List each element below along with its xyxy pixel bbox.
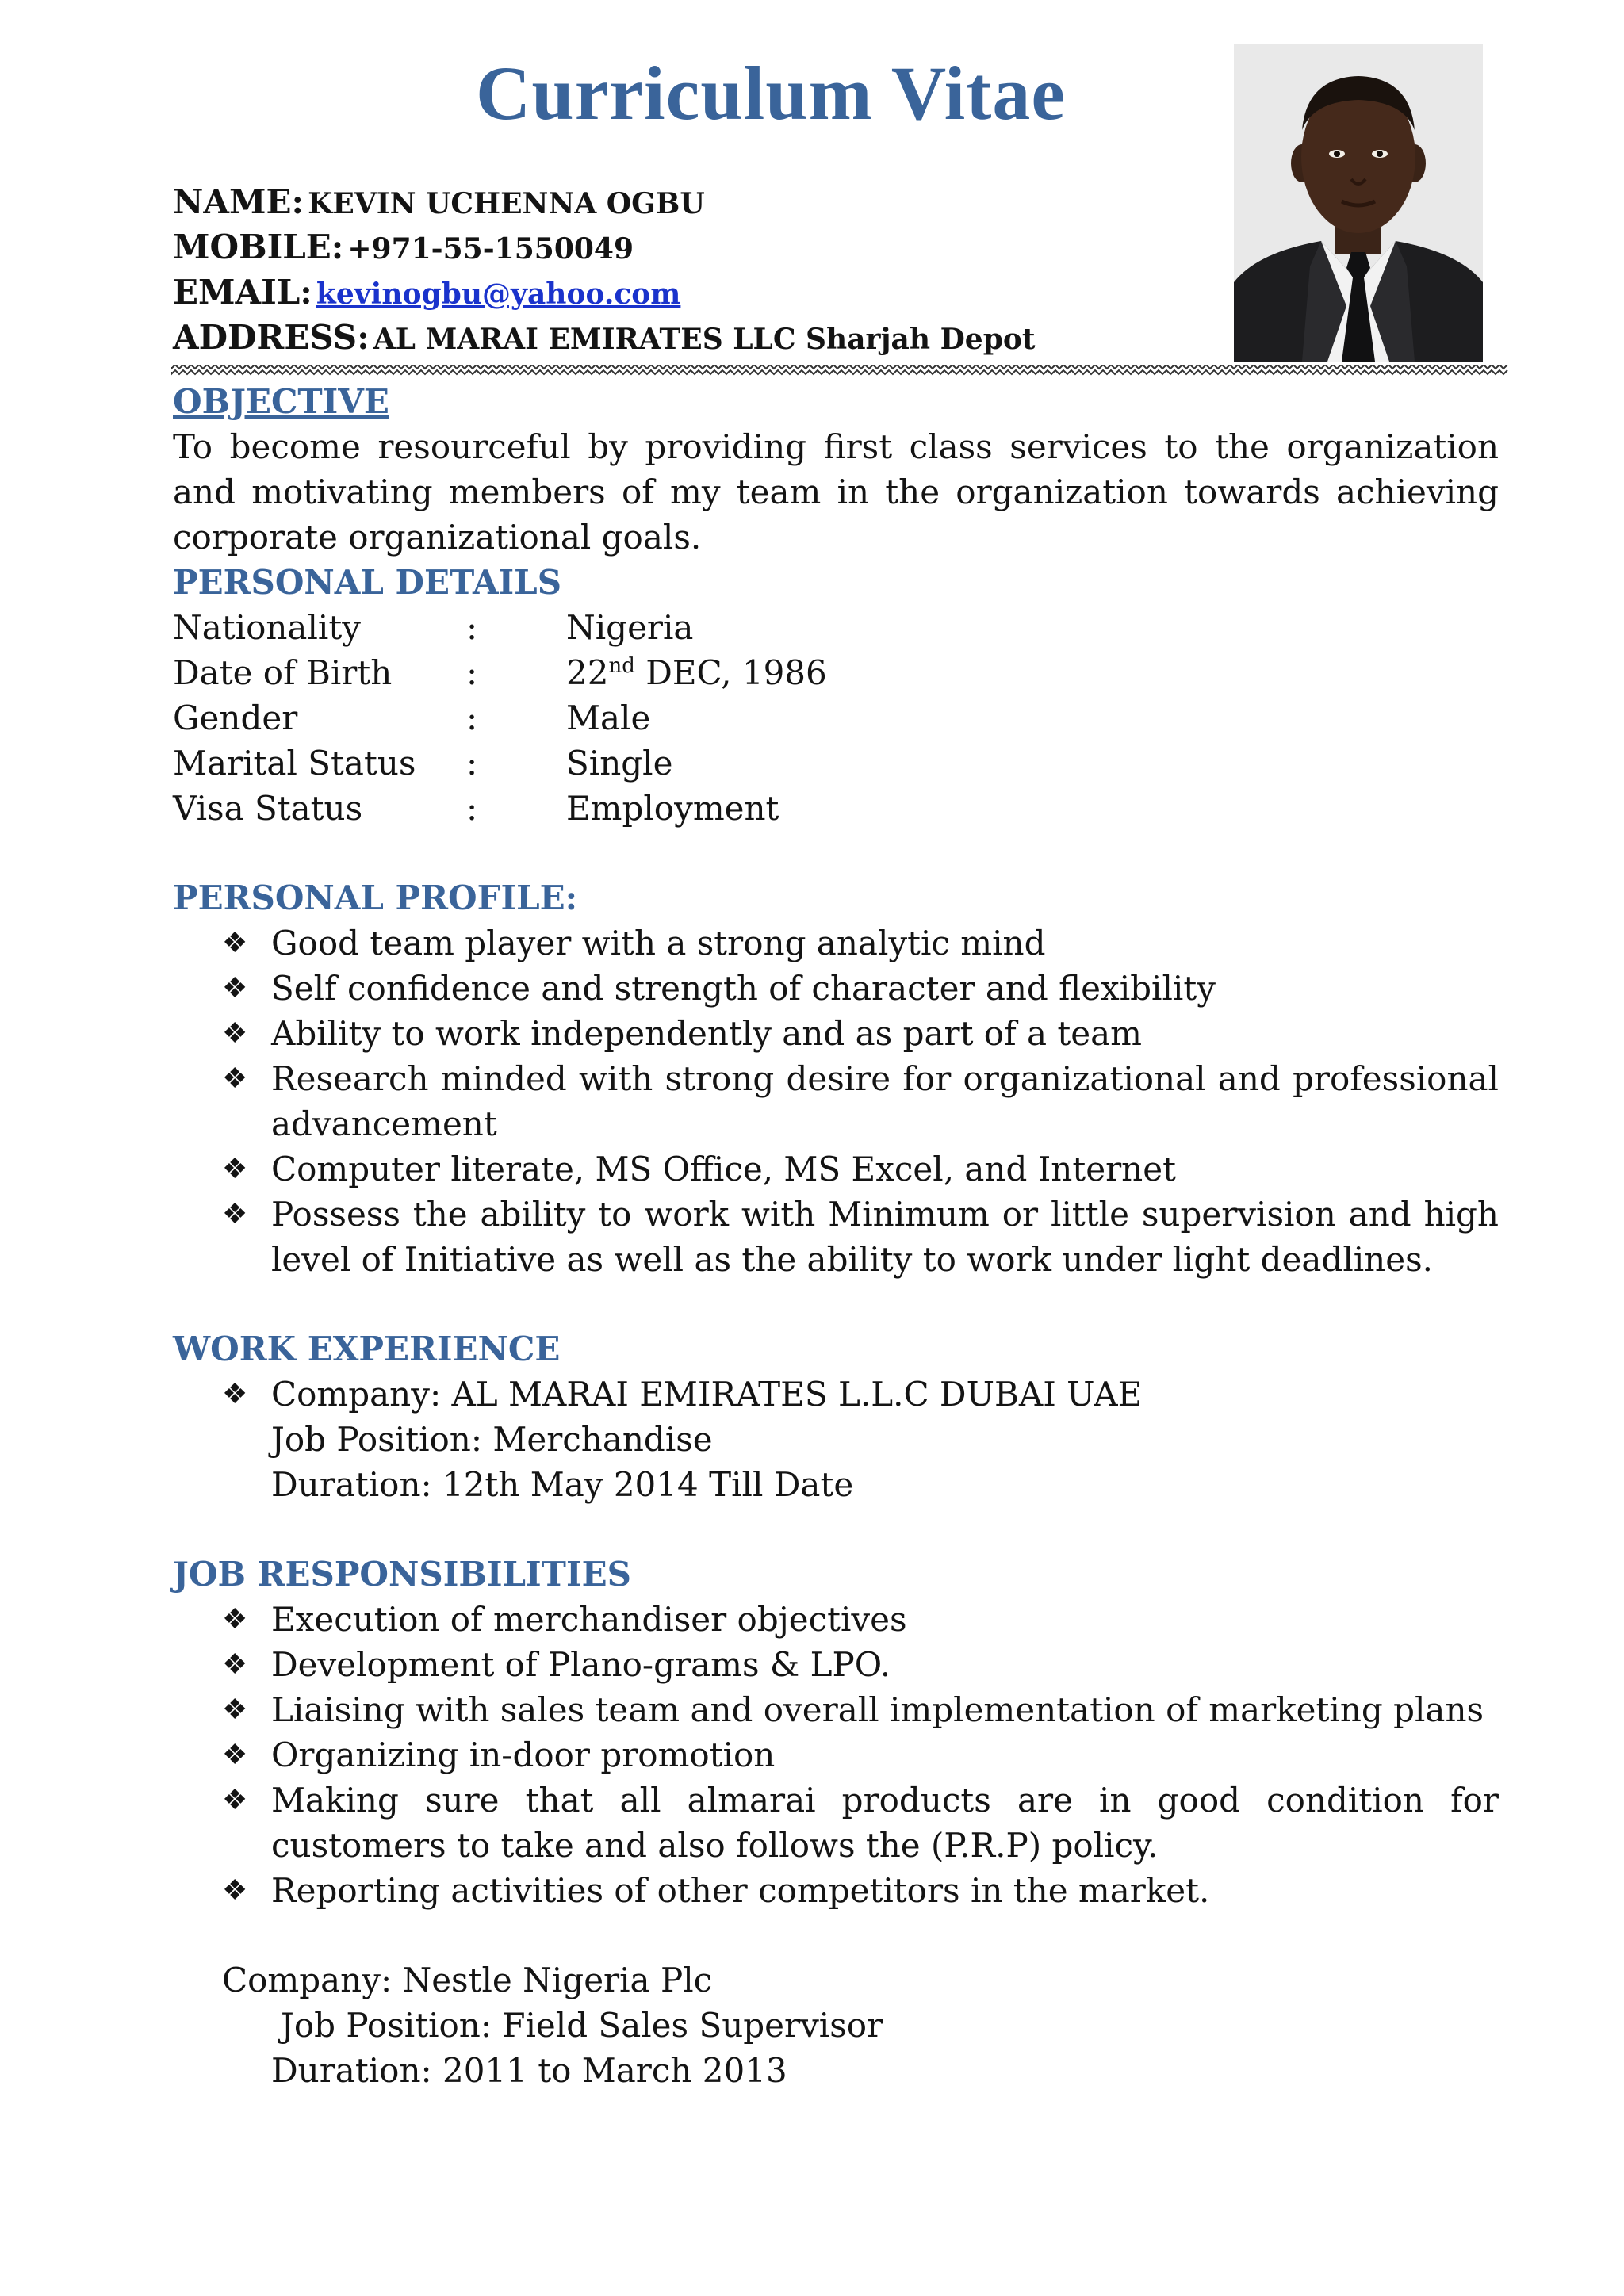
list-item-text: Possess the ability to work with Minimum or little supervision and high level of Initiative as well as the ability to work under light deadlines. bbox=[271, 1195, 1499, 1279]
personal-profile-heading: PERSONAL PROFILE: bbox=[173, 878, 578, 917]
email-link[interactable]: kevinogbu@yahoo.com bbox=[316, 277, 681, 311]
previous-job-duration: Duration: 2011 to March 2013 bbox=[271, 2051, 787, 2090]
experience-duration: Duration: 12th May 2014 Till Date bbox=[271, 1465, 854, 1504]
detail-separator: : bbox=[466, 698, 478, 737]
list-item bbox=[173, 1732, 1499, 1777]
spacer bbox=[173, 1507, 1499, 1552]
list-item-text: Liaising with sales team and overall implementation of marketing plans bbox=[271, 1690, 1484, 1729]
name-row bbox=[173, 179, 1204, 224]
list-item-text: Self confidence and strength of character and flexibility bbox=[271, 969, 1216, 1008]
email-label: EMAIL: bbox=[173, 273, 312, 312]
diamond-bullet-icon: ❖ bbox=[222, 1603, 248, 1636]
dob-ordinal: nd bbox=[608, 654, 635, 678]
detail-row-nationality bbox=[173, 605, 1499, 650]
detail-row-visa-status bbox=[173, 786, 1499, 831]
list-item-text: Computer literate, MS Office, MS Excel, and Internet bbox=[271, 1150, 1176, 1188]
detail-separator: : bbox=[466, 653, 478, 692]
job-responsibilities-list bbox=[173, 1597, 1499, 1913]
detail-label: Gender bbox=[173, 698, 298, 737]
objective-text: To become resourceful by providing first class services to the organization and motivating members of my team in the organization towards achieving corporate organizational goals. bbox=[173, 427, 1499, 557]
personal-profile-list bbox=[173, 920, 1499, 1282]
detail-value: Nigeria bbox=[566, 608, 694, 647]
work-experience-heading: WORK EXPERIENCE bbox=[173, 1330, 561, 1368]
diamond-bullet-icon: ❖ bbox=[222, 1648, 248, 1681]
list-item bbox=[173, 920, 1499, 966]
list-item bbox=[173, 1777, 1499, 1868]
diamond-bullet-icon: ❖ bbox=[222, 927, 248, 959]
contact-block bbox=[173, 179, 1204, 360]
list-item bbox=[173, 1868, 1499, 1913]
detail-row-marital-status bbox=[173, 740, 1499, 786]
address-row bbox=[173, 315, 1204, 360]
list-item-text: Research minded with strong desire for organizational and professional advancement bbox=[271, 1059, 1499, 1143]
personal-details-heading: PERSONAL DETAILS bbox=[173, 563, 562, 602]
mobile-row bbox=[173, 224, 1204, 270]
detail-value: Employment bbox=[566, 789, 779, 828]
diamond-bullet-icon: ❖ bbox=[222, 1062, 248, 1095]
document-title: Curriculum Vitae bbox=[476, 51, 1066, 136]
list-item-text: Execution of merchandiser objectives bbox=[271, 1600, 907, 1639]
detail-row-date-of-birth bbox=[173, 650, 1499, 695]
spacer bbox=[173, 1282, 1499, 1326]
personal-details-table bbox=[173, 605, 1499, 831]
previous-job-company: Company: Nestle Nigeria Plc bbox=[222, 1961, 713, 1999]
diamond-bullet-icon: ❖ bbox=[222, 1874, 248, 1907]
diamond-bullet-icon: ❖ bbox=[222, 1693, 248, 1726]
list-item bbox=[173, 966, 1499, 1011]
list-item bbox=[173, 1146, 1499, 1192]
spacer bbox=[173, 831, 1499, 875]
email-row bbox=[173, 270, 1204, 315]
list-item bbox=[173, 1011, 1499, 1056]
diamond-bullet-icon: ❖ bbox=[222, 1784, 248, 1816]
list-item bbox=[173, 1597, 1499, 1642]
diamond-bullet-icon: ❖ bbox=[222, 972, 248, 1004]
list-item-text: Ability to work independently and as part of a team bbox=[271, 1014, 1142, 1053]
name-value: KEVIN UCHENNA OGBU bbox=[308, 187, 705, 220]
list-item bbox=[173, 1642, 1499, 1687]
detail-label: Date of Birth bbox=[173, 653, 393, 692]
list-item-text: Good team player with a strong analytic mind bbox=[271, 924, 1046, 962]
detail-value: Single bbox=[566, 744, 673, 783]
list-item-text: Development of Plano-grams & LPO. bbox=[271, 1645, 891, 1684]
list-item-text: Organizing in-door promotion bbox=[271, 1735, 776, 1774]
mobile-label: MOBILE: bbox=[173, 228, 344, 266]
diamond-bullet-icon: ❖ bbox=[222, 1017, 248, 1050]
address-value: AL MARAI EMIRATES LLC Sharjah Depot bbox=[373, 323, 1036, 356]
experience-company bbox=[222, 1372, 1499, 1417]
work-experience-entry bbox=[173, 1372, 1499, 1507]
diamond-bullet-icon: ❖ bbox=[222, 1153, 248, 1185]
list-item bbox=[173, 1687, 1499, 1732]
address-label: ADDRESS: bbox=[173, 318, 370, 357]
list-item bbox=[173, 1192, 1499, 1282]
detail-value: Male bbox=[566, 698, 651, 737]
detail-label: Marital Status bbox=[173, 744, 416, 783]
diamond-bullet-icon: ❖ bbox=[222, 1739, 248, 1771]
profile-photo bbox=[1234, 44, 1483, 362]
detail-separator: : bbox=[466, 744, 478, 783]
detail-value bbox=[566, 650, 827, 695]
main-content bbox=[173, 379, 1499, 2093]
list-item-text: Making sure that all almarai products are in good condition for customers to take and also follows the (P.R.P) policy. bbox=[271, 1781, 1499, 1865]
previous-job-entry bbox=[173, 1957, 1499, 2093]
detail-separator: : bbox=[466, 789, 478, 828]
list-item-text: Reporting activities of other competitors in the market. bbox=[271, 1871, 1210, 1910]
experience-company-text: Company: AL MARAI EMIRATES L.L.C DUBAI UAE bbox=[271, 1375, 1143, 1414]
job-responsibilities-heading: JOB RESPONSIBILITIES bbox=[173, 1555, 631, 1594]
diamond-bullet-icon: ❖ bbox=[222, 1378, 248, 1410]
detail-row-gender bbox=[173, 695, 1499, 740]
detail-label: Visa Status bbox=[173, 789, 363, 828]
list-item bbox=[173, 1056, 1499, 1146]
name-label: NAME: bbox=[173, 182, 304, 221]
mobile-value: +971-55-1550049 bbox=[347, 232, 634, 266]
experience-position: Job Position: Merchandise bbox=[271, 1420, 713, 1459]
header-divider bbox=[171, 365, 1508, 376]
spacer bbox=[173, 1913, 1499, 1957]
previous-job-position: Job Position: Field Sales Supervisor bbox=[281, 2006, 883, 2045]
objective-heading: OBJECTIVE bbox=[173, 382, 389, 421]
dob-rest: DEC, 1986 bbox=[634, 653, 827, 692]
dob-day: 22 bbox=[566, 653, 609, 692]
detail-label: Nationality bbox=[173, 608, 361, 647]
detail-separator: : bbox=[466, 608, 478, 647]
diamond-bullet-icon: ❖ bbox=[222, 1198, 248, 1230]
